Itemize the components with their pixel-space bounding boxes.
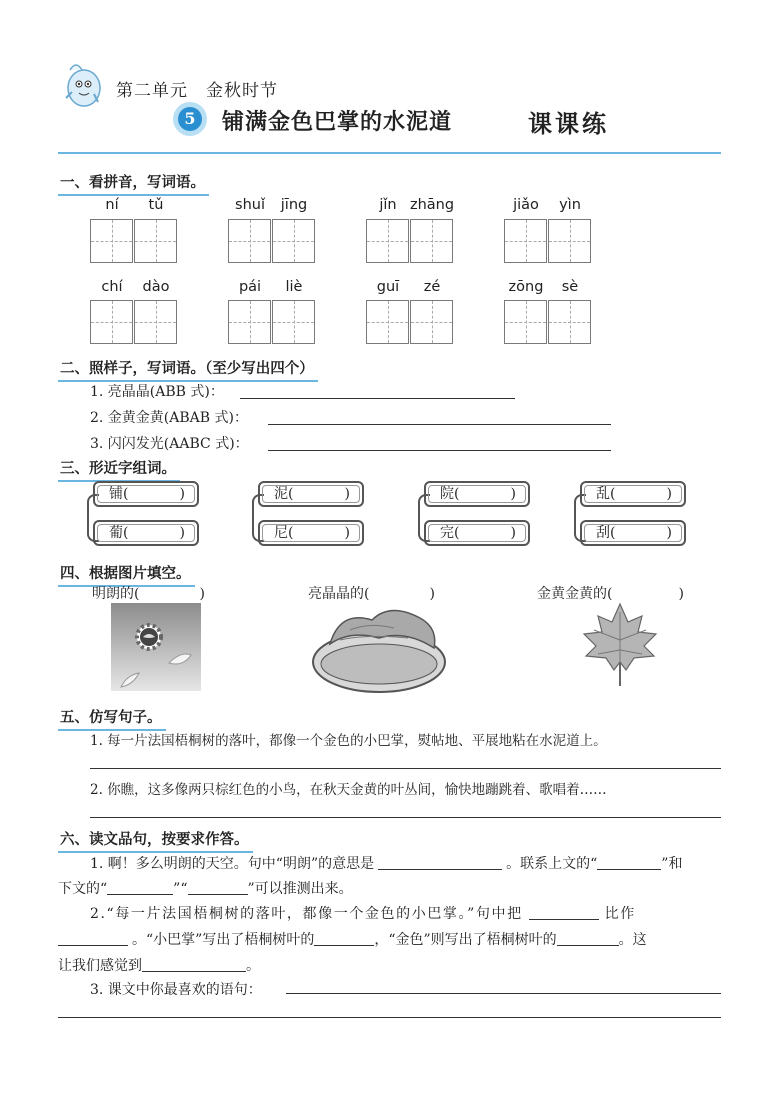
mascot-icon	[58, 58, 106, 110]
q1-blank-below-1[interactable]	[107, 880, 173, 895]
pinyin-syllable: zé	[423, 279, 441, 295]
pinyin-syllable: jiǎo	[513, 197, 539, 213]
close-paren: )	[344, 486, 350, 502]
q1-text-e: ”“	[173, 881, 188, 897]
similar-char-label: 尼(	[274, 525, 294, 541]
q2-text-a: 2.“每一片法国梧桐树的落叶，都像一个金色的小巴掌。”句中把	[90, 906, 523, 922]
unit-label	[116, 76, 296, 101]
section-1-title: 一、看拼音，写词语。	[58, 171, 209, 196]
writing-grid-cell[interactable]	[272, 300, 315, 344]
pinyin-syllable: chí	[101, 279, 123, 295]
q2-text-e: 。这	[618, 932, 647, 948]
q1-text-b: 。联系上文的“	[506, 856, 598, 872]
q2-blank-subject[interactable]	[529, 905, 599, 920]
similar-char-label: 刮(	[596, 525, 616, 541]
close-paren: )	[179, 486, 185, 502]
brand-title: 课课练	[528, 109, 609, 138]
q2-text-b: 比作	[604, 906, 636, 922]
similar-char-box[interactable]	[424, 520, 530, 546]
q1-line-2	[58, 878, 353, 898]
section-5-title: 五、仿写句子。	[58, 706, 166, 731]
q1-text-a: 1. 啊！多么明朗的天空。句中“明朗”的意思是	[90, 856, 375, 872]
writing-grid-cell[interactable]	[504, 219, 547, 263]
aabc-label: 3. 闪闪发光(AABC 式)：	[90, 436, 249, 452]
q1-text-d: 下文的“	[58, 881, 108, 897]
q1-line-1	[90, 853, 682, 873]
q2-line-1	[90, 903, 636, 923]
similar-char-label: 院(	[440, 486, 460, 502]
writing-grid-cell[interactable]	[366, 219, 409, 263]
q2-text-c: 。“小巴掌”写出了梧桐树叶的	[132, 932, 315, 948]
similar-char-label: 铺(	[109, 486, 129, 502]
writing-grid-cell[interactable]	[366, 300, 409, 344]
lesson-title: 铺满金色巴掌的水泥道	[222, 109, 453, 135]
q2-text-f: 让我们感觉到	[58, 958, 142, 974]
picture-prompt-1-text: 明朗的(	[92, 586, 140, 602]
abab-answer-line[interactable]	[268, 408, 611, 425]
sentence-2: 2. 你瞧，这多像两只棕红色的小鸟，在秋天金黄的叶丛间，愉快地蹦跳着、歌唱着……	[90, 782, 607, 798]
q1-text-c: ”和	[661, 856, 683, 872]
abb-answer-line[interactable]	[240, 382, 515, 399]
pinyin-syllable: yìn	[559, 197, 581, 213]
similar-char-box[interactable]	[580, 481, 686, 507]
pinyin-syllable: zhāng	[410, 197, 455, 213]
sentence-2-answer-line[interactable]	[90, 817, 721, 818]
section-6-title: 六、读文品句，按要求作答。	[58, 828, 253, 853]
writing-grid-cell[interactable]	[228, 219, 271, 263]
q1-blank-above[interactable]	[597, 855, 661, 870]
similar-char-box[interactable]	[258, 481, 364, 507]
similar-char-box[interactable]	[580, 520, 686, 546]
q2-text-g: 。	[246, 958, 260, 974]
writing-grid-cell[interactable]	[134, 300, 177, 344]
similar-char-label: 完(	[440, 525, 460, 541]
q2-blank-feeling[interactable]	[142, 957, 246, 972]
unit-number: 第二单元	[116, 81, 188, 101]
writing-grid-cell[interactable]	[134, 219, 177, 263]
writing-grid-cell[interactable]	[228, 300, 271, 344]
q2-line-2	[58, 929, 647, 949]
writing-grid-cell[interactable]	[410, 219, 453, 263]
pinyin-syllable: guī	[376, 279, 400, 295]
q2-text-d: ，“金色”则写出了梧桐树叶的	[374, 932, 557, 948]
section-4-title: 四、根据图片填空。	[58, 562, 195, 587]
pinyin-syllable: zōng	[508, 279, 544, 295]
writing-grid-cell[interactable]	[504, 300, 547, 344]
pinyin-syllable: dào	[142, 279, 170, 295]
writing-grid-cell[interactable]	[548, 300, 591, 344]
sentence-1: 1. 每一片法国梧桐树的落叶，都像一个金色的小巴掌，熨帖地、平展地粘在水泥道上。	[90, 733, 607, 749]
picture-prompt-2-text: 亮晶晶的(	[308, 586, 370, 602]
section-2-title: 二、照样子，写词语。（至少写出四个）	[58, 357, 318, 382]
writing-grid-cell[interactable]	[90, 219, 133, 263]
pinyin-syllable: liè	[285, 279, 303, 295]
golden-leaf-picture	[578, 600, 662, 688]
writing-grid-cell[interactable]	[272, 219, 315, 263]
close-paren: )	[510, 525, 516, 541]
q2-blank-color[interactable]	[557, 931, 619, 946]
close-paren: )	[678, 586, 684, 602]
close-paren: )	[666, 525, 672, 541]
q3-answer-line-1[interactable]	[286, 993, 721, 994]
header-divider	[58, 152, 721, 154]
close-paren: )	[666, 486, 672, 502]
similar-char-box[interactable]	[258, 520, 364, 546]
pinyin-syllable: jǐn	[379, 197, 397, 213]
q2-blank-object[interactable]	[58, 931, 128, 946]
picture-prompt-1	[92, 583, 205, 603]
pinyin-syllable: sè	[561, 279, 579, 295]
q3-answer-line-2[interactable]	[58, 1017, 721, 1018]
q2-blank-shape[interactable]	[314, 931, 374, 946]
similar-char-box[interactable]	[424, 481, 530, 507]
writing-grid-cell[interactable]	[548, 219, 591, 263]
pinyin-syllable: jīng	[280, 197, 308, 213]
close-paren: )	[429, 586, 435, 602]
pinyin-syllable: ní	[105, 197, 119, 213]
writing-grid-cell[interactable]	[410, 300, 453, 344]
picture-prompt-3-text: 金黄金黄的(	[537, 586, 613, 602]
similar-char-box[interactable]	[93, 481, 199, 507]
abb-label: 1. 亮晶晶(ABB 式)：	[90, 384, 224, 400]
q2-line-3	[58, 955, 260, 975]
lesson-number-badge: 5	[178, 107, 202, 131]
close-paren: )	[344, 525, 350, 541]
q1-blank-below-2[interactable]	[188, 880, 248, 895]
close-paren: )	[510, 486, 516, 502]
aabc-answer-line[interactable]	[268, 434, 611, 451]
similar-char-label: 葡(	[109, 525, 129, 541]
q1-text-f: ”可以推测出来。	[247, 881, 353, 897]
section-3-title: 三、形近字组词。	[58, 457, 180, 482]
pinyin-syllable: pái	[238, 279, 262, 295]
abab-label: 2. 金黄金黄(ABAB 式)：	[90, 410, 248, 426]
pinyin-syllable: tǔ	[148, 197, 164, 213]
q1-blank-meaning[interactable]	[378, 855, 502, 870]
close-paren: )	[199, 586, 205, 602]
similar-char-box[interactable]	[93, 520, 199, 546]
unit-theme: 金秋时节	[206, 81, 278, 101]
writing-grid-cell[interactable]	[90, 300, 133, 344]
close-paren: )	[179, 525, 185, 541]
sun-sky-picture	[111, 603, 201, 691]
similar-char-label: 乱(	[596, 486, 616, 502]
q3-label: 3. 课文中你最喜欢的语句：	[90, 982, 262, 998]
shiny-rock-picture	[310, 600, 448, 696]
sentence-1-answer-line[interactable]	[90, 768, 721, 769]
similar-char-label: 泥(	[274, 486, 294, 502]
pinyin-syllable: shuǐ	[235, 197, 265, 213]
